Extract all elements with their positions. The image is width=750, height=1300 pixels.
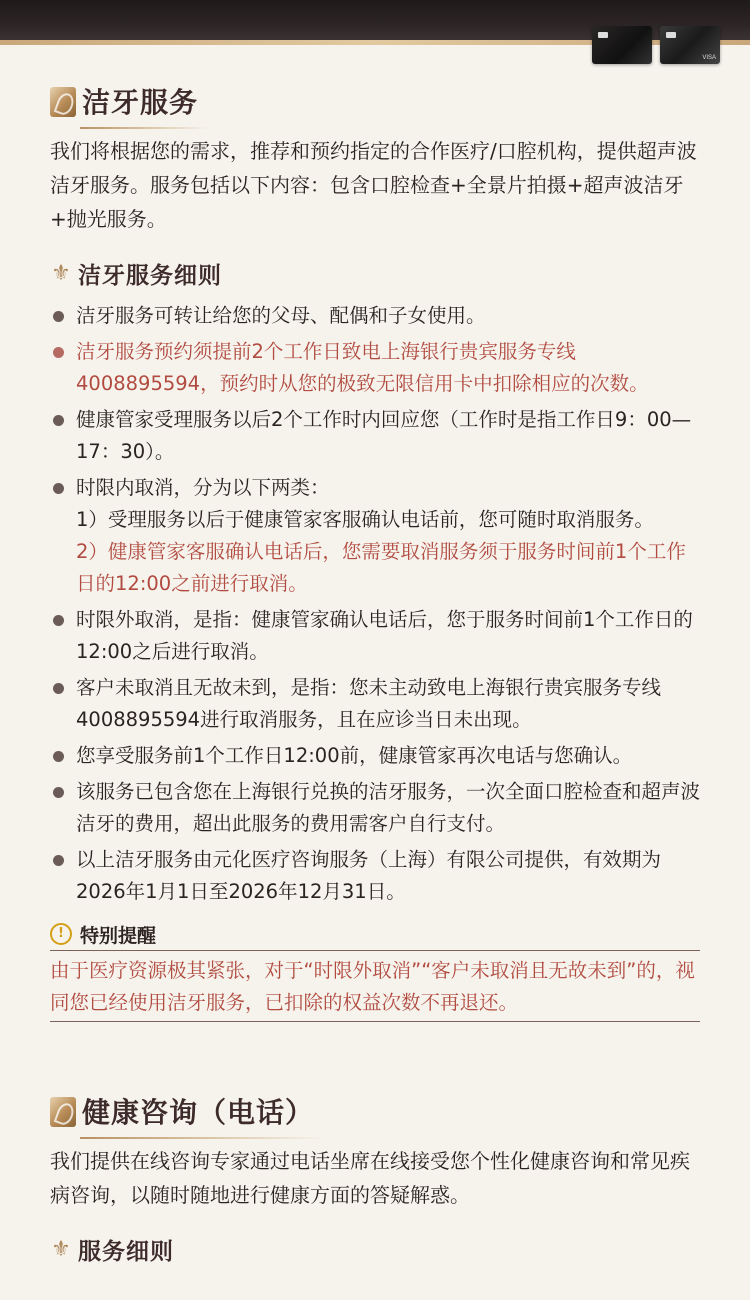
section-intro: 我们提供在线咨询专家通过电话坐席在线接受您个性化健康咨询和常见疾病咨询，以随时随地进行健康方面的答疑解惑。 [50, 1149, 690, 1207]
list-item [50, 300, 700, 332]
card-brand-label: VISA [702, 55, 716, 61]
list-item [50, 404, 700, 468]
rule-text-highlight: 洁牙服务预约须提前2个工作日致电上海银行贵宾服务专线4008895594，预约时从您的极致无限信用卡中扣除相应的次数。 [76, 340, 649, 395]
fleur-de-lis-icon: ⚜ [51, 1236, 71, 1262]
rule-text: 健康管家受理服务以后2个工作时内回应您（工作时是指工作日9：00—17：30）。 [76, 408, 692, 463]
bullet-icon [53, 483, 64, 494]
section-title-consult [50, 1090, 700, 1134]
leaf-badge-icon [50, 1097, 76, 1127]
section-title-text: 健康咨询（电话） [80, 1091, 324, 1133]
rule-text: 时限内取消，分为以下两类： [76, 476, 330, 499]
rules-title-text: 洁牙服务细则 [78, 262, 222, 289]
credit-card-image [660, 26, 720, 64]
rule-text: 您享受服务前1个工作日12:00前，健康管家再次电话与您确认。 [76, 744, 633, 767]
bullet-icon [53, 751, 64, 762]
exclamation-icon: ! [50, 923, 72, 945]
list-item [50, 672, 700, 736]
section-health-consult [50, 1090, 700, 1266]
section-title-dental [50, 80, 700, 124]
rule-text: 以上洁牙服务由元化医疗咨询服务（上海）有限公司提供，有效期为2026年1月1日至2026年12月31日。 [76, 848, 662, 903]
special-reminder [50, 920, 700, 1022]
rule-text: 洁牙服务可转让给您的父母、配偶和子女使用。 [76, 304, 486, 327]
bullet-icon [53, 615, 64, 626]
reminder-text: 由于医疗资源极其紧张，对于“时限外取消”“客户未取消且无故未到”的，视同您已经使用洁牙服务，已扣除的权益次数不再退还。 [50, 951, 700, 1022]
list-item [50, 740, 700, 772]
cancel-option-2: 2）健康管家客服确认电话后，您需要取消服务须于服务时间前1个工作日的12:00之前进行取消。 [76, 540, 686, 595]
rule-text: 时限外取消，是指：健康管家确认电话后，您于服务时间前1个工作日的12:00之后进行取消。 [76, 608, 693, 663]
section-intro: 我们将根据您的需求，推荐和预约指定的合作医疗/口腔机构，提供超声波洁牙服务。服务包括以下内容：包含口腔检查+全景片拍摄+超声波洁牙+抛光服务。 [50, 139, 697, 231]
list-item [50, 604, 700, 668]
rules-list [50, 300, 700, 908]
leaf-badge-icon [50, 87, 76, 117]
list-item [50, 776, 700, 840]
rules-title-text: 服务细则 [78, 1238, 174, 1265]
bullet-icon [53, 683, 64, 694]
list-item [50, 472, 700, 600]
rule-text: 该服务已包含您在上海银行兑换的洁牙服务，一次全面口腔检查和超声波洁牙的费用，超出此服务的费用需客户自行支付。 [76, 780, 701, 835]
fleur-de-lis-icon: ⚜ [51, 260, 71, 286]
bullet-icon [53, 787, 64, 798]
main-content [50, 80, 700, 1276]
bullet-icon [53, 311, 64, 322]
reminder-header [50, 920, 700, 951]
bullet-icon [53, 415, 64, 426]
rules-title [50, 1232, 700, 1266]
rules-title [50, 256, 700, 290]
credit-card-image [592, 26, 652, 64]
cancel-option-1: 1）受理服务以后于健康管家客服确认电话前，您可随时取消服务。 [76, 508, 654, 531]
section-title-text: 洁牙服务 [80, 81, 208, 123]
list-item [50, 844, 700, 908]
reminder-title: 特别提醒 [80, 924, 157, 947]
list-item [50, 336, 700, 400]
card-thumbnails [592, 26, 720, 64]
bullet-icon [53, 347, 64, 358]
rule-text: 客户未取消且无故未到，是指：您未主动致电上海银行贵宾服务专线4008895594进行取消服务，且在应诊当日未出现。 [76, 676, 662, 731]
bullet-icon [53, 855, 64, 866]
